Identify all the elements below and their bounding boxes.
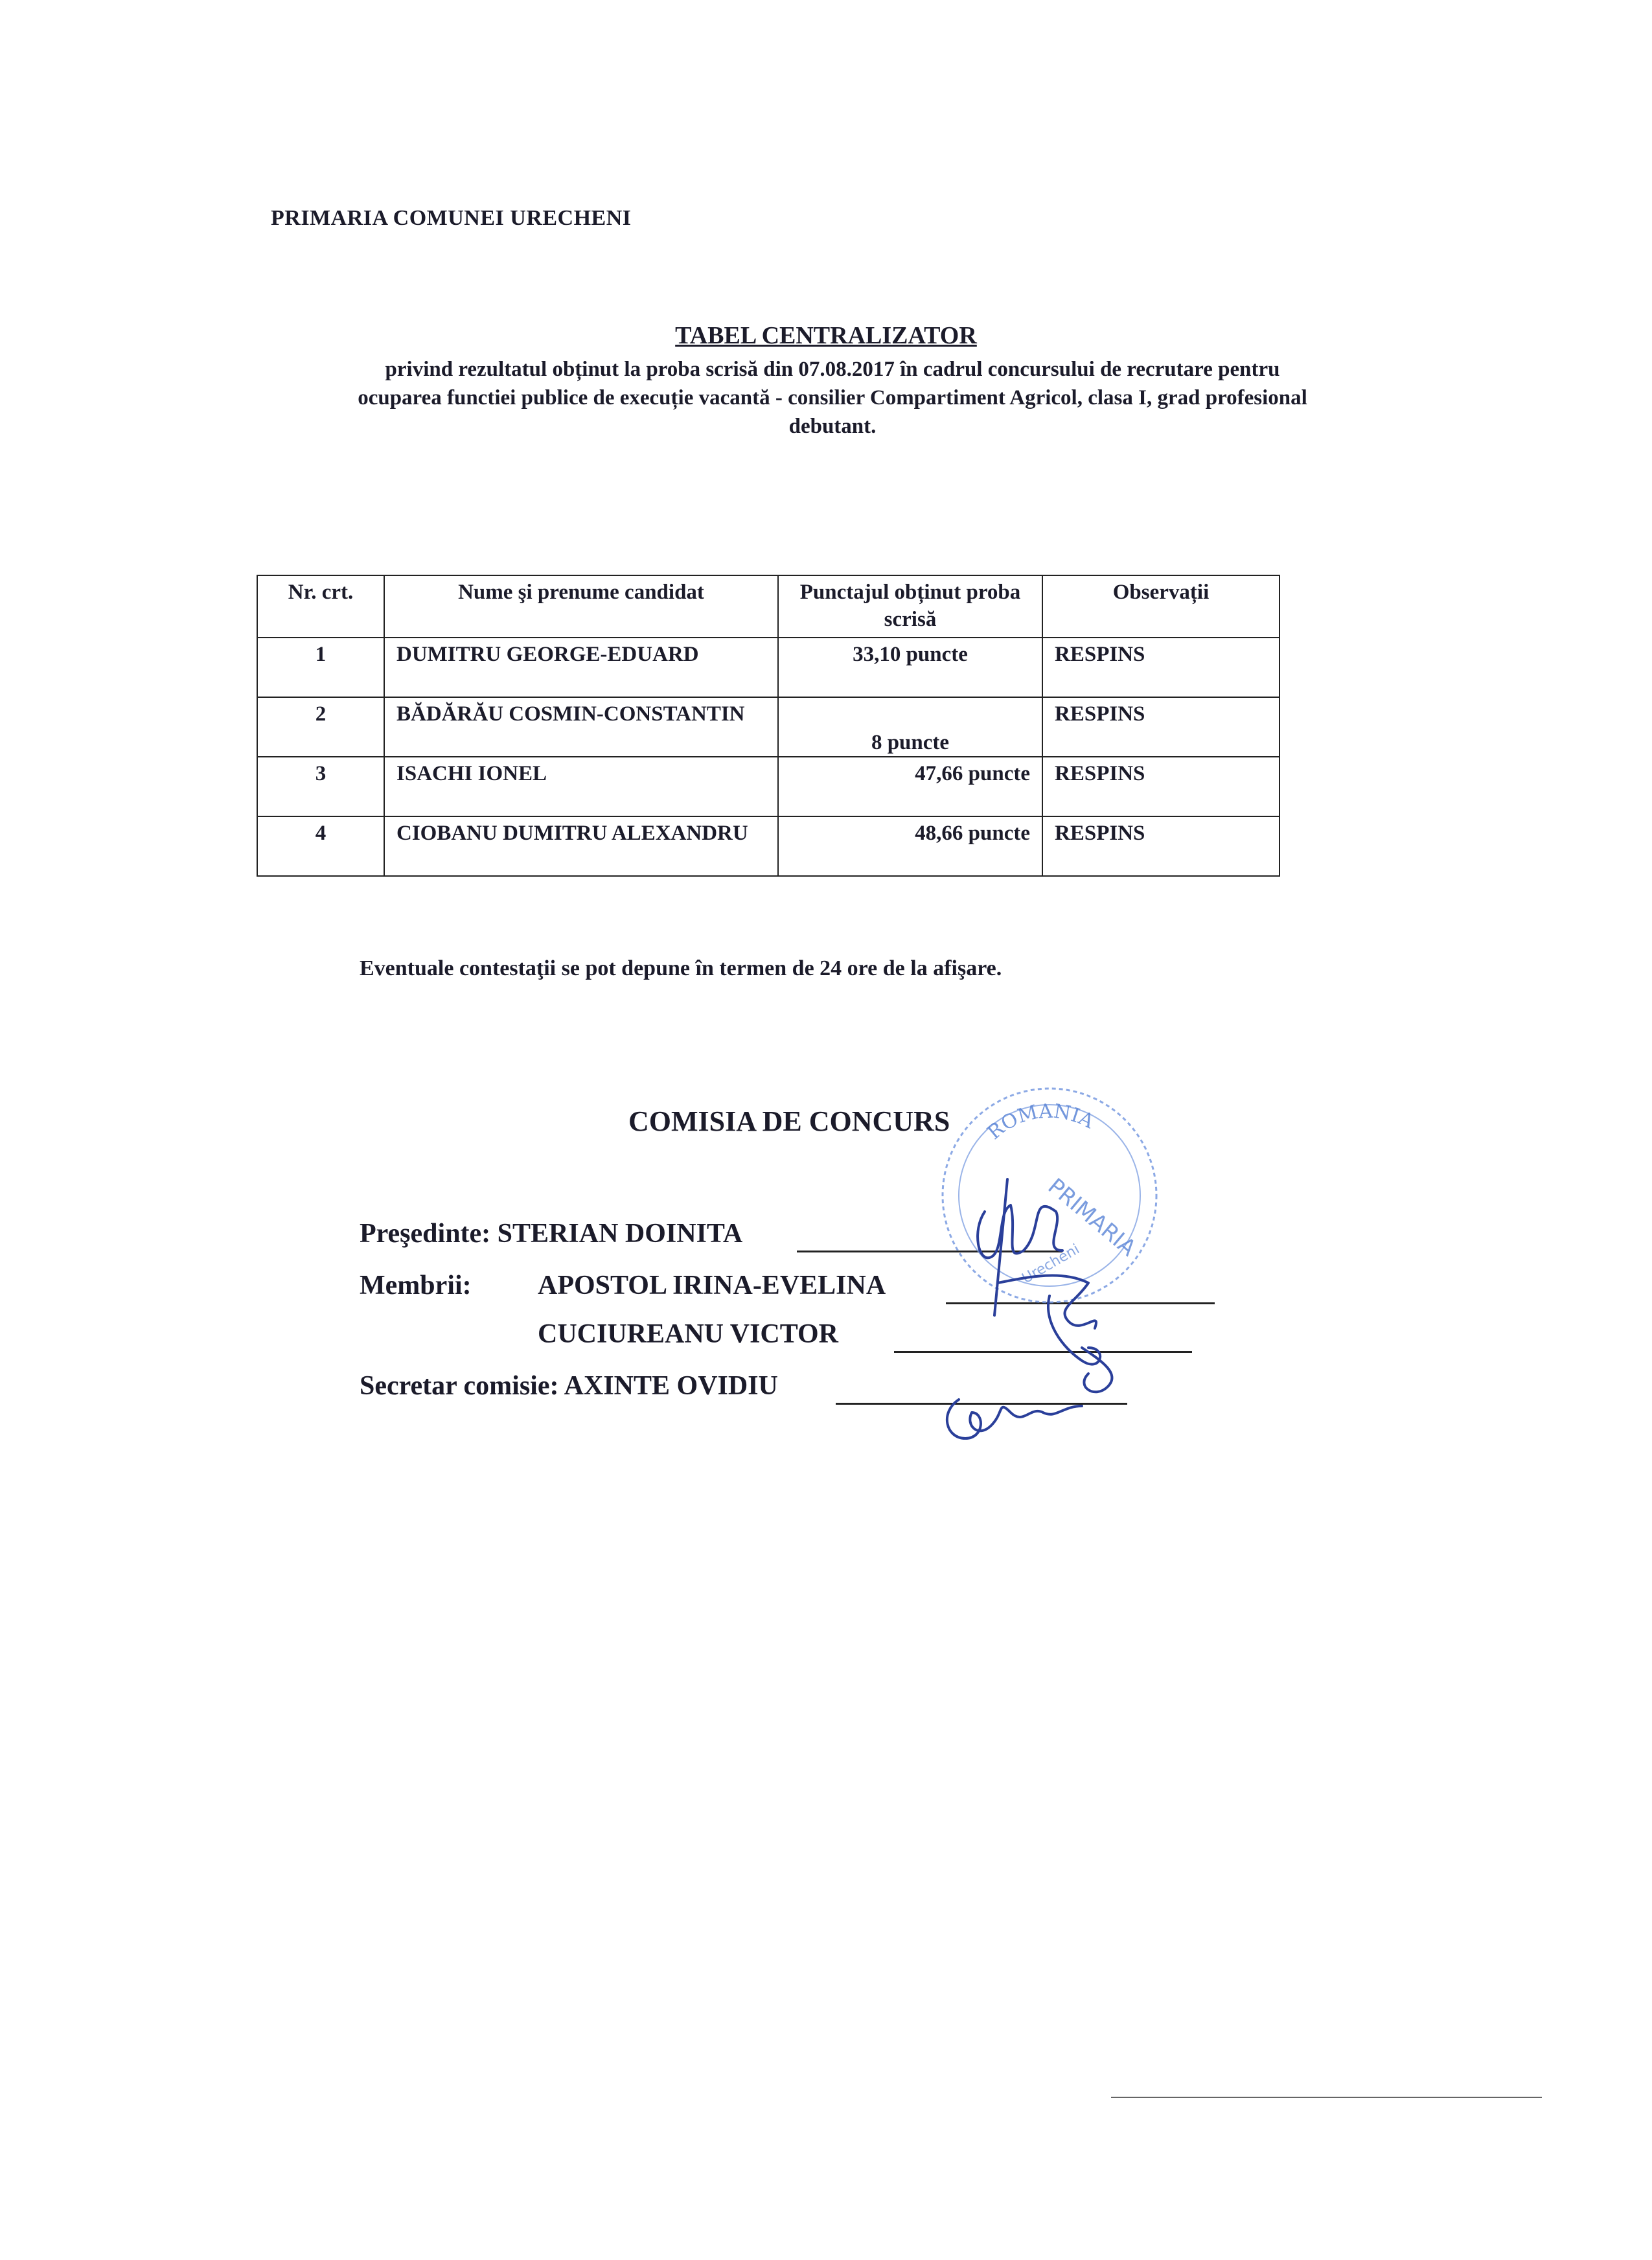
row-score: 47,66 puncte [778, 757, 1042, 816]
table-row [257, 816, 1279, 876]
table-row [257, 638, 1279, 697]
header-score: Punctajul obținut proba scrisă [778, 575, 1042, 638]
row-nr: 3 [257, 757, 384, 816]
row-name: BĂDĂRĂU COSMIN-CONSTANTIN [384, 697, 778, 757]
secretary-name: AXINTE OVIDIU [564, 1371, 778, 1401]
results-table [257, 575, 1280, 877]
row-name: CIOBANU DUMITRU ALEXANDRU [384, 816, 778, 876]
row-score: 8 puncte [778, 697, 1042, 757]
subtitle-line-2: ocuparea functiei publice de execuție vacantă - consilier Compartiment Agricol, clasa I, grad profesional [358, 386, 1307, 409]
institution-name: PRIMARIA COMUNEI URECHENI [271, 206, 632, 230]
table-header-row [257, 575, 1279, 638]
header-nr: Nr. crt. [257, 575, 384, 638]
row-nr: 2 [257, 697, 384, 757]
row-observation: RESPINS [1042, 697, 1279, 757]
signature-scribbles-icon [933, 1153, 1147, 1458]
document-subtitle [272, 355, 1393, 441]
bottom-divider [1111, 2097, 1542, 2098]
row-name: ISACHI IONEL [384, 757, 778, 816]
row-observation: RESPINS [1042, 757, 1279, 816]
row-observation: RESPINS [1042, 638, 1279, 697]
subtitle-line-3: debutant. [788, 415, 877, 438]
president-label: Preşedinte: [360, 1219, 491, 1249]
member-1-name: APOSTOL IRINA-EVELINA [538, 1271, 886, 1300]
header-observations: Observații [1042, 575, 1279, 638]
header-name: Nume şi prenume candidat [384, 575, 778, 638]
row-score: 48,66 puncte [778, 816, 1042, 876]
document-title: TABEL CENTRALIZATOR [675, 322, 977, 349]
subtitle-line-1: privind rezultatul obținut la proba scrisă din 07.08.2017 în cadrul concursului de recrutare pentru [385, 358, 1280, 381]
svg-text:PRIMARIA: PRIMARIA [1042, 1173, 1141, 1262]
appeal-note: Eventuale contestaţii se pot depune în termen de 24 ore de la afişare. [360, 956, 1002, 980]
row-name: DUMITRU GEORGE-EDUARD [384, 638, 778, 697]
row-nr: 1 [257, 638, 384, 697]
commission-title: COMISIA DE CONCURS [628, 1105, 950, 1137]
row-score: 33,10 puncte [778, 638, 1042, 697]
secretary-label: Secretar comisie: [360, 1371, 559, 1401]
table-row [257, 757, 1279, 816]
row-nr: 4 [257, 816, 384, 876]
svg-text:ROMANIA: ROMANIA [983, 1100, 1098, 1144]
svg-text:Urecheni: Urecheni [1019, 1241, 1083, 1287]
members-label: Membrii: [360, 1271, 472, 1300]
secretary-row [360, 1370, 778, 1401]
president-row [360, 1218, 742, 1249]
president-name: STERIAN DOINITA [497, 1219, 743, 1249]
table-row [257, 697, 1279, 757]
row-observation: RESPINS [1042, 816, 1279, 876]
member-2-name: CUCIUREANU VICTOR [538, 1319, 839, 1349]
